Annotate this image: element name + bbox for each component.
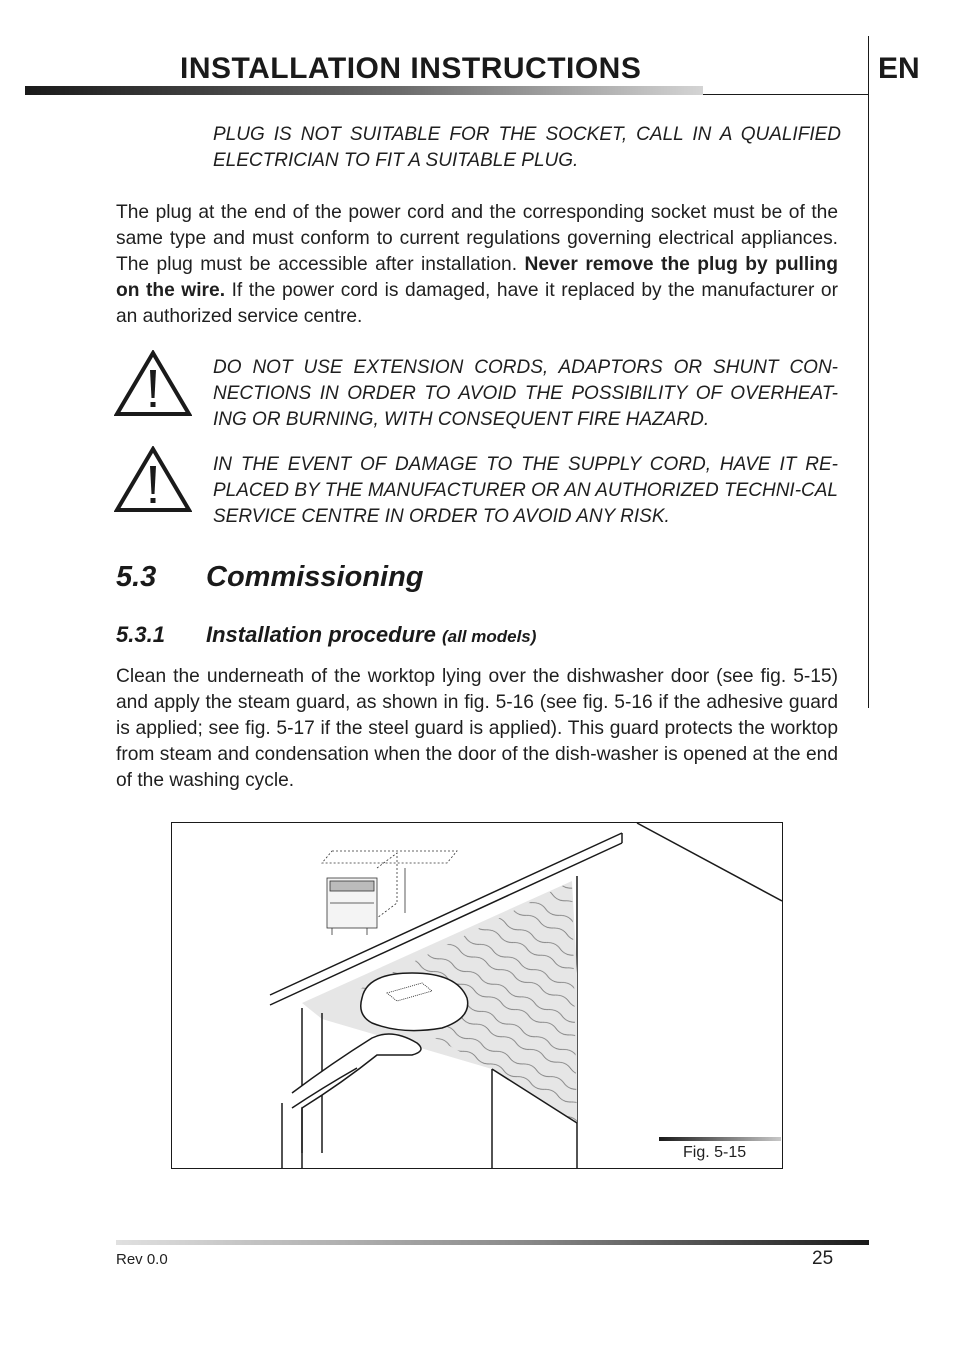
margin-vertical-rule [868,36,869,708]
section-number: 5.3 [116,561,157,593]
plug-paragraph-text-1: The plug at the end of the power cord and the corresponding socket must be of the same type and must conform to current regulations governing electrical appliances. The plug must be accessible after installation. [116,202,838,275]
figure-caption: Fig. 5-15 [683,1144,747,1161]
worktop-cleaning-illustration [172,823,782,1168]
figure-5-15 [171,822,783,1169]
page-number: 25 [812,1248,834,1269]
inset-dishwasher-icon [322,851,457,935]
page-header-title: INSTALLATION INSTRUCTIONS [180,52,642,85]
plug-paragraph-bold: Never remove the plug by pulling on the wire. [116,254,838,301]
section-heading [116,561,424,594]
header-rule [703,94,869,95]
subsection-title: Installation procedure [206,622,436,647]
warning-triangle-icon [114,350,192,418]
subsection-number: 5.3.1 [116,622,165,647]
header-gradient-bar [25,86,703,95]
warning-extension-cords: DO NOT USE EXTENSION CORDS, ADAPTORS OR SHUNT CON-NECTIONS IN ORDER TO AVOID THE POSSIBILITY OF OVERHEAT-ING OR BURNING, WITH CONSEQUENT FIRE HAZARD. [213,357,838,430]
subsection-note: (all models) [441,627,537,646]
plug-paragraph [116,200,838,330]
section-title: Commissioning [206,561,424,593]
warning-triangle-icon [114,446,192,514]
plug-warning-continued: PLUG IS NOT SUITABLE FOR THE SOCKET, CALL IN A QUALIFIED ELECTRICIAN TO FIT A SUITABLE PLUG. [213,124,841,171]
footer-gradient-bar [116,1240,869,1245]
installation-paragraph: Clean the underneath of the worktop lying over the dishwasher door (see fig. 5-15) and apply the steam guard, as shown in fig. 5-16 (see fig. 5-16 if the adhesive guard is applied; see fig. 5-17 if the steel guard is applied). This guard protects the worktop from steam and condensation when the door of the dish-washer is opened at the end of the washing cycle. [116,666,838,791]
language-code: EN [878,52,920,85]
plug-paragraph-text-2: If the power cord is damaged, have it replaced by the manufacturer or an authorized service centre. [116,280,838,327]
subsection-heading [116,622,536,648]
warning-supply-cord: IN THE EVENT OF DAMAGE TO THE SUPPLY CORD, HAVE IT RE-PLACED BY THE MANUFACTURER OR AN AUTHORIZED TECHNI-CAL SERVICE CENTRE IN ORDER TO AVOID ANY RISK. [213,454,838,527]
figure-caption-rule [659,1137,781,1141]
revision-label: Rev 0.0 [116,1251,168,1268]
